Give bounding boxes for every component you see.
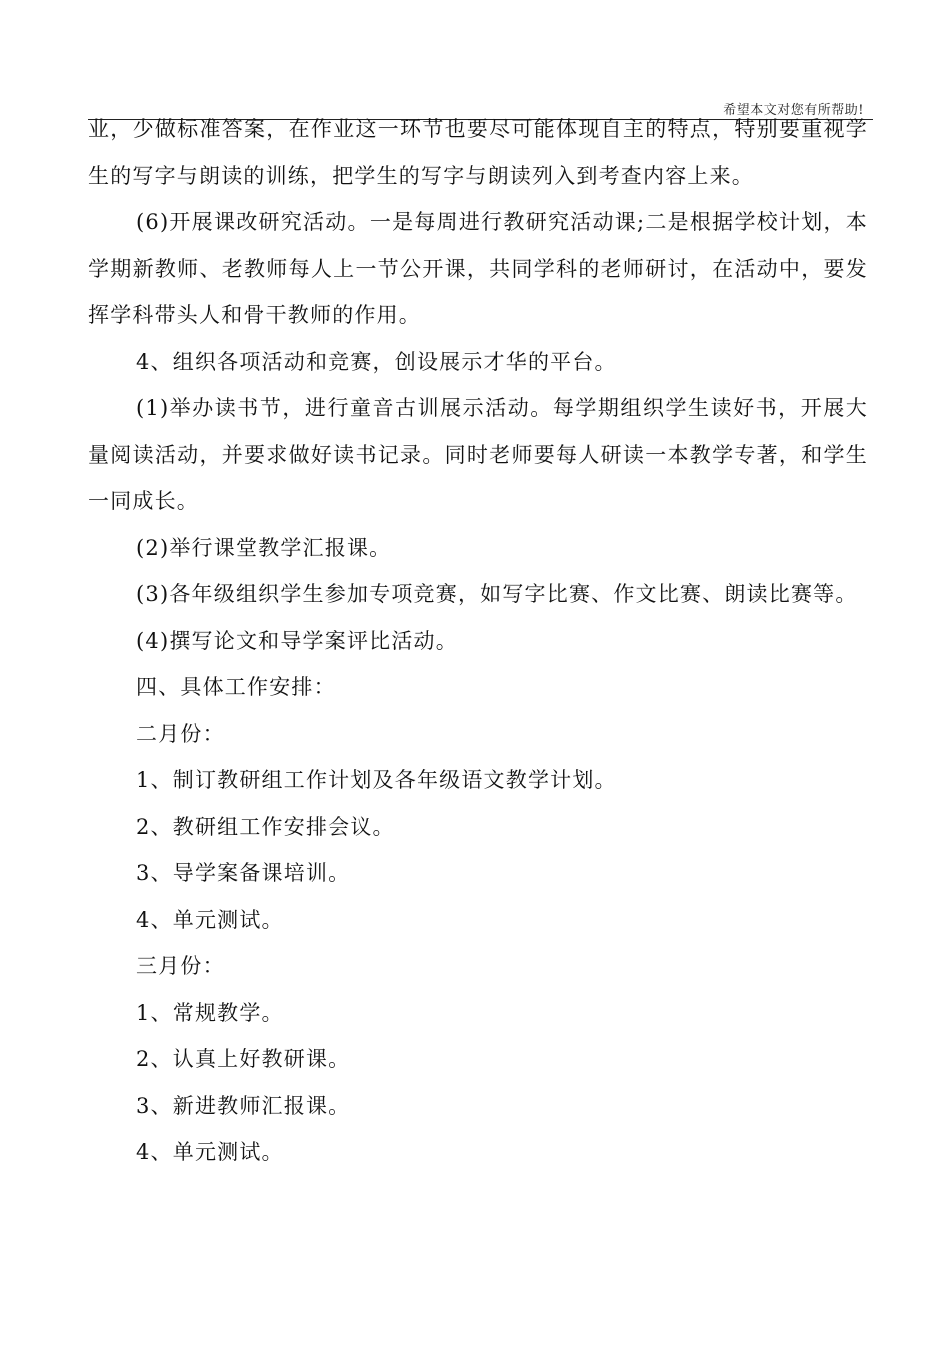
list-item: 1、常规教学。 bbox=[136, 1000, 284, 1025]
month-heading: 三月份： bbox=[136, 954, 225, 978]
month-heading: 二月份： bbox=[136, 721, 225, 746]
paragraph: 业，少做标准答案，在作业这一环节也要尽可能体现自主的特点，特别要重视学生的写字与朗读的训练，把学生的写字与朗读列入到考查内容上来。 bbox=[88, 117, 868, 188]
list-item: 2、教研组工作安排会议。 bbox=[136, 814, 395, 839]
list-item: 2、认真上好教研课。 bbox=[136, 1047, 351, 1071]
list-item: 1、制订教研组工作计划及各年级语文教学计划。 bbox=[136, 768, 617, 792]
list-item: 3、导学案备课培训。 bbox=[136, 861, 351, 885]
paragraph: (1)举办读书节，进行童音古训展示活动。每学期组织学生读好书，开展大量阅读活动，并要求做好读书记录。同时老师要每人研读一本教学专著，和学生一同成长。 bbox=[88, 396, 868, 513]
header-note: 希望本文对您有所帮助! bbox=[723, 103, 864, 118]
list-item: 4、单元测试。 bbox=[136, 907, 284, 932]
document-body bbox=[88, 106, 868, 1176]
section-heading: 4、组织各项活动和竞赛，创设展示才华的平台。 bbox=[136, 349, 617, 374]
list-item: 4、单元测试。 bbox=[136, 1140, 284, 1164]
paragraph: (3)各年级组织学生参加专项竞赛，如写字比赛、作文比赛、朗读比赛等。 bbox=[136, 582, 858, 606]
paragraph: (2)举行课堂教学汇报课。 bbox=[136, 535, 392, 560]
list-item: 3、新进教师汇报课。 bbox=[136, 1093, 351, 1118]
paragraph: (6)开展课改研究活动。一是每周进行教研究活动课;二是根据学校计划，本学期新教师、老教师每人上一节公开课，共同学科的老师研讨，在活动中，要发挥学科带头人和骨干教师的作用。 bbox=[88, 210, 868, 327]
section-heading: 四、具体工作安排： bbox=[136, 675, 336, 699]
paragraph: (4)撰写论文和导学案评比活动。 bbox=[136, 628, 458, 653]
